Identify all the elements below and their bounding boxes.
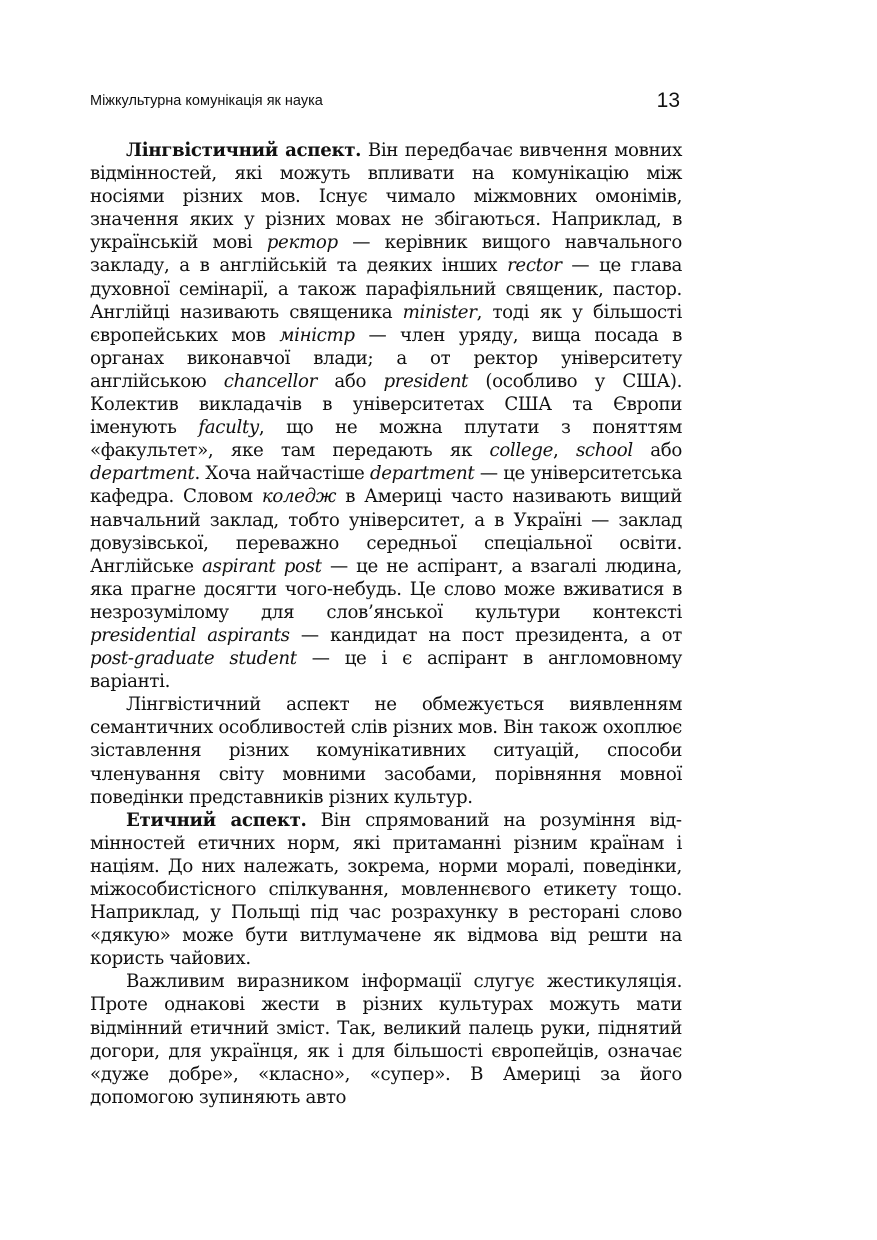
- italic-term: міністр: [279, 324, 355, 346]
- running-header: [90, 89, 682, 115]
- text-run: — кандидат на пост президента, а от: [289, 624, 682, 646]
- text-run: Важливим виразником інформації слугує жестикуляція. Проте однакові жести в різних культурах можуть мати відмінний етичний зміст. Так, великий палець руки, піднятий догори, для українця, як і для більшості європейців, означає «дуже добре», «класно», «супер». В Америці за його допомогою зупиняють авто: [90, 971, 682, 1108]
- running-header-title: Міжкультурна комунікація як наука: [90, 93, 323, 109]
- italic-term: department: [90, 463, 195, 485]
- paragraph-linguistic-aspect: [90, 139, 682, 693]
- text-run: ,: [553, 440, 576, 462]
- italic-term: college: [489, 440, 553, 462]
- italic-term: school: [575, 440, 633, 462]
- body-text: [90, 139, 682, 1109]
- text-run: — це глава духовної семінарії, а також парафіяльний священик, пастор. Англійці називають священика: [90, 255, 682, 323]
- italic-term: presidential aspirants: [90, 624, 290, 646]
- text-run: в Америці часто називають вищий навчальний заклад, тобто університет, а в Україні — заклад довузівської, переважно середньої спеціальної освіти. Англійське: [90, 486, 682, 577]
- italic-term: коледж: [261, 486, 337, 508]
- text-run: — це університетська кафедра. Словом: [90, 463, 682, 508]
- paragraph-ethical-aspect: [90, 809, 682, 971]
- text-run: Лінгвістичний аспект не обмежується виявленням семантичних особливостей слів різних мов. Він також охоплює зіставлення різних комунікативних ситуацій, способи членування світу мовними засобами, порівняння мовної поведінки представників різних культур.: [90, 694, 682, 808]
- italic-term: chancellor: [223, 370, 317, 392]
- text-run: , тоді як у більшості європейських мов: [90, 301, 682, 346]
- italic-term: ректор: [266, 232, 338, 254]
- text-run: (особливо у США). Колектив викладачів в університетах США та Європи іменують: [90, 370, 682, 439]
- text-run: — член уряду, вища посада в органах виконавчої влади; а от ректор університету англійською: [90, 324, 682, 392]
- text-run: Він спрямований на розуміння відмінностей етичних норм, які притаманні різним країнам і націям. До них належать, зокрема, норми моралі, поведінки, міжособистісного спілкування, мовленнєвого етикету тощо. Наприклад, у Польщі під час розрахунку в ресторані слово «дякую» може бути витлумачене як відмова від решти на користь чайових.: [90, 809, 682, 970]
- text-run: або: [316, 370, 384, 392]
- italic-term: rector: [507, 255, 562, 277]
- paragraph-gesticulation: [90, 970, 682, 1109]
- text-run: — керівник вищого навчального закладу, а в англійській та деяких інших: [90, 232, 683, 277]
- text-run: , що не можна плутати з поняттям «факультет», яке там передають як: [90, 417, 682, 462]
- italic-term: aspirant post: [202, 555, 322, 577]
- section-heading: Етичний аспект.: [126, 809, 307, 831]
- text-run: — це і є аспірант в англомовному варіанті.: [90, 648, 682, 693]
- section-heading: Лінгвістичний аспект.: [126, 140, 362, 161]
- italic-term: post-graduate student: [90, 648, 297, 670]
- text-run: — це не аспірант, а взагалі людина, яка прагне досягти чого-небудь. Це слово може вживатися в незрозумілому для слов’янської культури контексті: [90, 555, 682, 623]
- text-run: Він передбачає вивчення мовних відмінностей, які можуть впливати на комунікацію між носіями різних мов. Існує чимало міжмовних омонімів, значення яких у різних мовах не збігаються. Наприклад, в українській мові: [90, 140, 682, 254]
- italic-term: minister: [402, 301, 477, 323]
- page-number: 13: [656, 89, 680, 112]
- paragraph-linguistic-continued: [90, 693, 682, 808]
- text-run: . Хоча найчастіше: [194, 463, 370, 485]
- italic-term: faculty: [198, 417, 259, 439]
- italic-term: president: [383, 370, 469, 392]
- italic-term: department: [369, 463, 475, 485]
- text-run: або: [632, 440, 682, 462]
